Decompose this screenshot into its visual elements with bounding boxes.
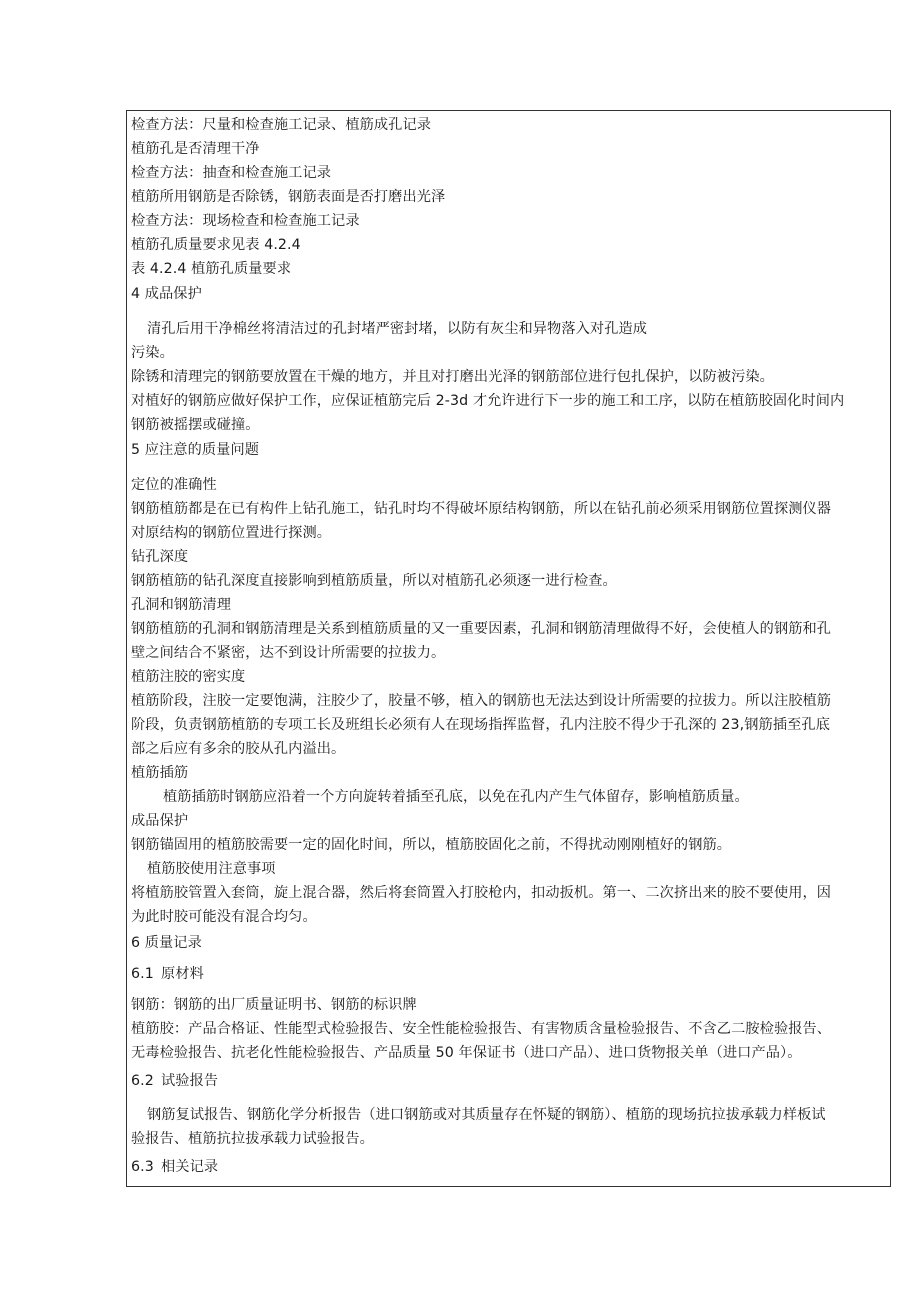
paragraph-line: 植筋插筋时钢筋应沿着一个方向旋转着插至孔底，以免在孔内产生气体留存，影响植筋质量。 bbox=[163, 789, 749, 805]
paragraph-line: 验报告、植筋抗拉拔承载力试验报告。 bbox=[131, 1131, 374, 1147]
paragraph-line: 阶段，负责钢筋植筋的专项工长及班组长必须有人在现场指挥监督，孔内注胶不得少于孔深的 23,钢筋插至孔底 bbox=[131, 717, 830, 733]
paragraph-line: 钢筋植筋的孔洞和钢筋清理是关系到植筋质量的又一重要因素，孔洞和钢筋清理做得不好，会使植人的钢筋和孔 bbox=[131, 621, 832, 637]
paragraph-line: 钢筋复试报告、钢筋化学分析报告（进口钢筋或对其质量存在怀疑的钢筋）、植筋的现场抗拉拔承载力样板试 bbox=[147, 1107, 826, 1123]
paragraph-line: 植筋胶：产品合格证、性能型式检验报告、安全性能检验报告、有害物质含量检验报告、不含乙二胺检验报告、 bbox=[131, 1021, 832, 1037]
paragraph-line: 除锈和清理完的钢筋要放置在干燥的地方，并且对打磨出光泽的钢筋部位进行包扎保护，以防被污染。 bbox=[131, 369, 774, 385]
subheading: 植筋胶使用注意事项 bbox=[147, 861, 276, 877]
section-heading: 5 应注意的质量问题 bbox=[131, 442, 260, 458]
paragraph-line: 钢筋植筋的钻孔深度直接影响到植筋质量，所以对植筋孔必须逐一进行检查。 bbox=[131, 573, 617, 589]
subheading: 植筋插筋 bbox=[131, 765, 189, 781]
subsection-heading bbox=[131, 1072, 218, 1090]
section-heading: 4 成品保护 bbox=[131, 286, 202, 302]
section-heading: 6 质量记录 bbox=[131, 935, 202, 951]
subsection-title: 原材料 bbox=[161, 966, 204, 982]
subsection-heading bbox=[131, 1158, 218, 1176]
subheading: 孔洞和钢筋清理 bbox=[131, 597, 232, 613]
paragraph-line: 钢筋：钢筋的出厂质量证明书、钢筋的标识牌 bbox=[131, 997, 417, 1013]
subsection-title: 相关记录 bbox=[161, 1159, 219, 1175]
paragraph-line: 部之后应有多余的胶从孔内溢出。 bbox=[131, 741, 346, 757]
text-line: 植筋孔是否清理干净 bbox=[131, 141, 260, 157]
paragraph-line: 无毒检验报告、抗老化性能检验报告、产品质量 50 年保证书（进口产品）、进口货物报关单（进口产品）。 bbox=[131, 1045, 802, 1061]
paragraph-line: 将植筋胶管置入套筒，旋上混合器，然后将套筒置入打胶枪内，扣动扳机。第一、二次挤出来的胶不要使用，因 bbox=[131, 885, 832, 901]
subsection-number: 6.3 bbox=[131, 1159, 154, 1175]
text-line: 检查方法：尺量和检查施工记录、植筋成孔记录 bbox=[131, 117, 432, 133]
subheading: 植筋注胶的密实度 bbox=[131, 669, 246, 685]
subheading: 成品保护 bbox=[131, 813, 189, 829]
table-caption: 表 4.2.4 植筋孔质量要求 bbox=[131, 261, 292, 277]
text-line: 植筋孔质量要求见表 4.2.4 bbox=[131, 237, 301, 253]
subheading: 钻孔深度 bbox=[131, 549, 189, 565]
subsection-number: 6.2 bbox=[131, 1073, 154, 1089]
paragraph-line: 清孔后用干净棉丝将清洁过的孔封堵严密封堵，以防有灰尘和异物落入对孔造成 bbox=[147, 321, 648, 337]
paragraph-line: 对植好的钢筋应做好保护工作，应保证植筋完后 2-3d 才允许进行下一步的施工和工序，以防在植筋胶固化时间内 bbox=[131, 393, 845, 409]
paragraph-line: 壁之间结合不紧密，达不到设计所需要的拉拔力。 bbox=[131, 645, 446, 661]
subsection-number: 6.1 bbox=[131, 966, 154, 982]
paragraph-line: 钢筋被摇摆或碰撞。 bbox=[131, 417, 260, 433]
subsection-title: 试验报告 bbox=[161, 1073, 219, 1089]
text-line: 植筋所用钢筋是否除锈，钢筋表面是否打磨出光泽 bbox=[131, 189, 446, 205]
subsection-heading bbox=[131, 965, 204, 983]
paragraph-line: 钢筋锚固用的植筋胶需要一定的固化时间，所以，植筋胶固化之前，不得扰动刚刚植好的钢筋。 bbox=[131, 837, 732, 853]
subheading: 定位的准确性 bbox=[131, 477, 217, 493]
paragraph-line: 植筋阶段，注胶一定要饱满，注胶少了，胶量不够，植入的钢筋也无法达到设计所需要的拉拔力。所以注胶植筋 bbox=[131, 693, 832, 709]
paragraph-line: 钢筋植筋都是在已有构件上钻孔施工，钻孔时均不得破坏原结构钢筋，所以在钻孔前必须采用钢筋位置探测仪器 bbox=[131, 501, 832, 517]
text-line: 检查方法：抽查和检查施工记录 bbox=[131, 165, 332, 181]
paragraph-line: 为此时胶可能没有混合均匀。 bbox=[131, 909, 317, 925]
paragraph-line: 对原结构的钢筋位置进行探测。 bbox=[131, 525, 332, 541]
paragraph-line: 污染。 bbox=[131, 345, 174, 361]
text-line: 检查方法：现场检查和检查施工记录 bbox=[131, 213, 360, 229]
